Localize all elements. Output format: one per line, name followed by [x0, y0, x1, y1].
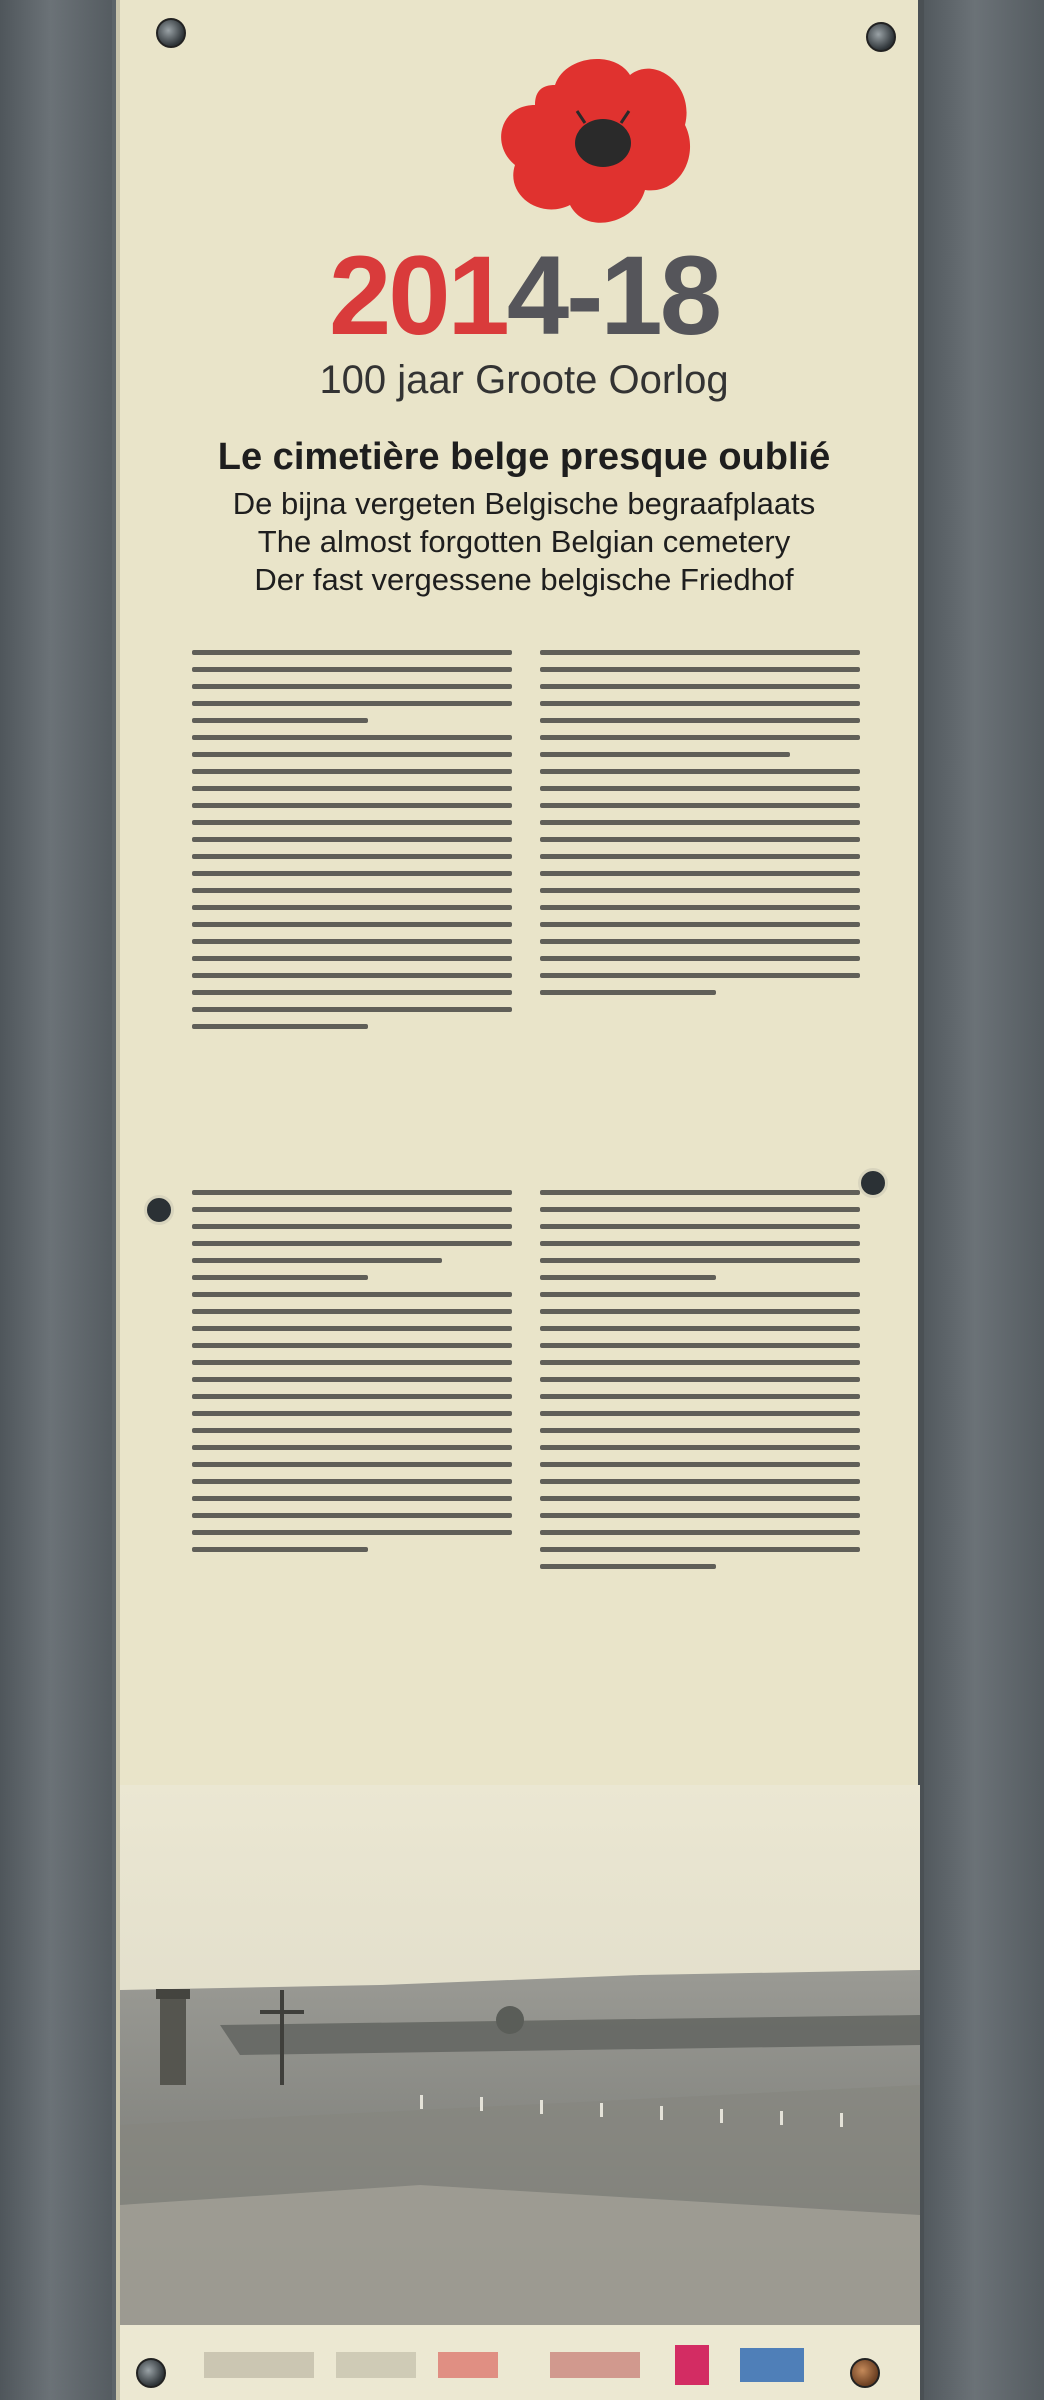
photo-landscape [120, 1785, 920, 2325]
right-post [918, 0, 1044, 2400]
title-german: Der fast vergessene belgische Friedhof [254, 562, 794, 597]
title-english: The almost forgotten Belgian cemetery [257, 524, 791, 559]
title-block [120, 436, 928, 599]
title-french: Le cimetière belge presque oublié [217, 436, 831, 478]
screw-icon [136, 2358, 166, 2388]
screw-icon [156, 18, 186, 48]
sponsor-logo [204, 2352, 314, 2378]
screw-icon [850, 2358, 880, 2388]
bullet-icon [144, 1195, 174, 1225]
poppy-icon [485, 45, 705, 245]
year-grey-part: 4-18 [506, 233, 720, 358]
screw-icon [866, 22, 896, 52]
bullet-icon [858, 1168, 888, 1198]
text-column-fr [192, 650, 512, 1041]
text-column-en [192, 1190, 512, 1564]
text-column-nl [540, 650, 860, 1007]
title-dutch: De bijna vergeten Belgische begraafplaats [232, 486, 816, 521]
sponsor-logo [550, 2352, 640, 2378]
year-red-part: 201 [328, 233, 507, 358]
year-heading [120, 233, 928, 358]
information-board [116, 0, 924, 2400]
left-post [0, 0, 112, 2400]
sponsor-logo [740, 2348, 804, 2382]
subtitle: 100 jaar Groote Oorlog [319, 358, 729, 402]
sponsor-logo [438, 2352, 498, 2378]
text-column-de [540, 1190, 860, 1581]
sponsor-logo [675, 2345, 709, 2385]
sponsor-logo [336, 2352, 416, 2378]
